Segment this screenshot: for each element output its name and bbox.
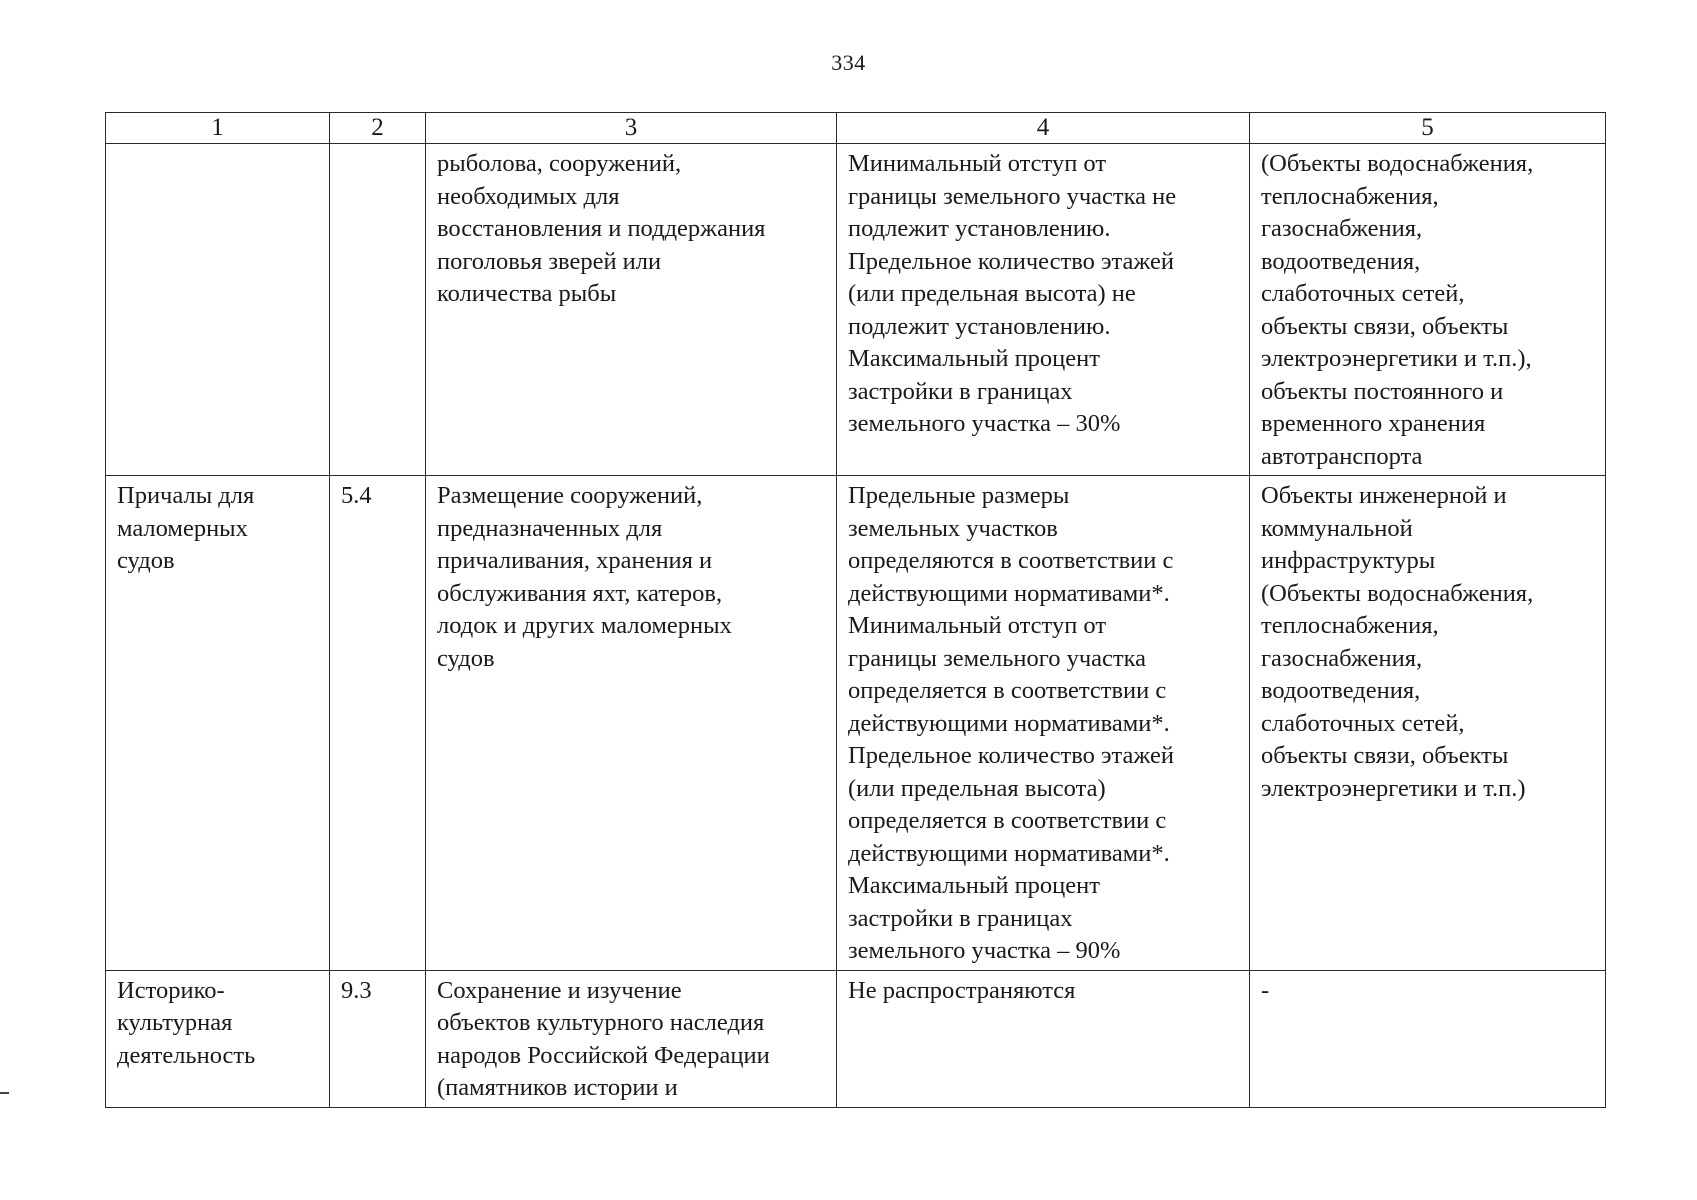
table-header-row (106, 113, 1606, 144)
column-header-3: 3 (426, 113, 837, 144)
column-header-5: 5 (1250, 113, 1606, 144)
use-name-cell: Причалы для маломерных судов (106, 476, 330, 971)
use-code-cell (330, 144, 426, 476)
margin-mark (0, 1092, 9, 1094)
table-row-piers (106, 476, 1606, 971)
use-code-cell: 9.3 (330, 970, 426, 1107)
auxiliary-uses-cell: (Объекты водоснабжения, теплоснабжения, газоснабжения, водоотведения, слаботочных сетей, объекты связи, объекты электроэнергетики и т.п.), объекты постоянного и временного хранения автотранспорта (1250, 144, 1606, 476)
use-description-cell: Сохранение и изучение объектов культурного наследия народов Российской Федерации (памятников истории и (426, 970, 837, 1107)
column-header-2: 2 (330, 113, 426, 144)
building-parameters-cell: Предельные размеры земельных участков определяются в соответствии с действующими нормативами*. Минимальный отступ от границы земельного участка определяется в соответствии с действующими нормативами*. Предельное количество этажей (или предельная высота) определяется в соответствии с действующими нормативами*. Максимальный процент застройки в границах земельного участка – 90% (837, 476, 1250, 971)
building-parameters-cell: Минимальный отступ от границы земельного участка не подлежит установлению. Предельное количество этажей (или предельная высота) не подлежит установлению. Максимальный процент застройки в границах земельного участка – 30% (837, 144, 1250, 476)
building-parameters-cell: Не распространяются (837, 970, 1250, 1107)
column-header-1: 1 (106, 113, 330, 144)
auxiliary-uses-cell: Объекты инженерной и коммунальной инфраструктуры (Объекты водоснабжения, теплоснабжения, газоснабжения, водоотведения, слаботочных сетей, объекты связи, объекты электроэнергетики и т.п.) (1250, 476, 1606, 971)
use-name-cell: Историко- культурная деятельность (106, 970, 330, 1107)
use-description-cell: рыболова, сооружений, необходимых для восстановления и поддержания поголовья зверей или количества рыбы (426, 144, 837, 476)
page-number: 334 (831, 50, 866, 75)
table-row-historical-cultural (106, 970, 1606, 1107)
use-description-cell: Размещение сооружений, предназначенных для причаливания, хранения и обслуживания яхт, катеров, лодок и других маломерных судов (426, 476, 837, 971)
auxiliary-uses-cell: - (1250, 970, 1606, 1107)
column-header-4: 4 (837, 113, 1250, 144)
use-name-cell (106, 144, 330, 476)
use-code-cell: 5.4 (330, 476, 426, 971)
table-row-continuation (106, 144, 1606, 476)
land-use-table (105, 112, 1606, 1108)
